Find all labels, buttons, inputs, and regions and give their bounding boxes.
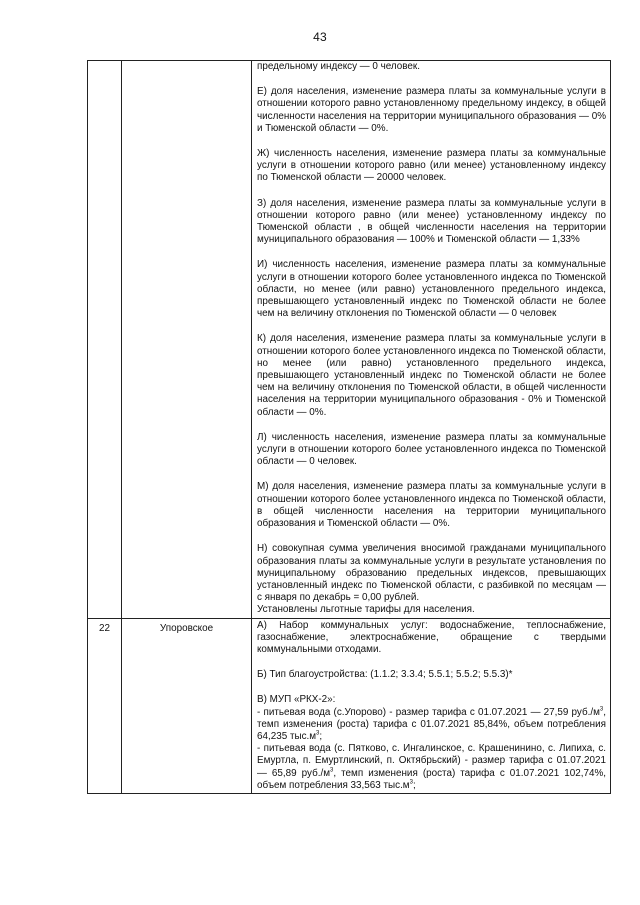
tariff-table [87,60,611,794]
paragraph: И) численность населения, изменение размера платы за коммунальные услуги в отношении которого более установленного индекса по Тюменской области, но менее (или равно) установленного предельного индекса, превышающего установленный индекс по Тюменской области не более чем на величину отклонения по Тюменской области — 0 человек [257,259,606,320]
paragraph: К) доля населения, изменение размера платы за коммунальные услуги в отношении которого более установленного индекса по Тюменской области, но менее (или равно) установленного предельного индекса, превышающего установленный индекс по Тюменской области не более чем на величину отклонения по Тюменской области, в общей численности населения на территории муниципального образования - 0% и Тюменской области — 0%. [257,333,606,418]
paragraph: З) доля населения, изменение размера платы за коммунальные услуги в отношении которого равно (или менее) установленному индексу по Тюменской области , в общей численности населения на территории муниципального образования — 100% и Тюменской области — 1,33% [257,197,606,246]
tariff-item-text: ; [412,779,416,791]
tariff-item [257,743,606,792]
paragraph: Б) Тип благоустройства: (1.1.2; 3.3.4; 5.5.1; 5.5.2; 5.5.3)* [257,669,513,681]
paragraph: Е) доля населения, изменение размера платы за коммунальные услуги в отношении которого равно установленному предельному индексу, в общей численности населения на территории муниципального образования — 0% и Тюменской области — 0%. [257,86,606,134]
superscript: 3 [409,779,413,786]
tariff-item-text: - питьевая вода (с. Пятково, с. Ингалинское, с. Крашенинино, с. Липиха, с. Емуртла, п. Емуртлинский, п. Октябрьский) - размер тарифа с 01.07.2021 — 65,89 руб./м [257,743,606,779]
content-cell [252,618,611,793]
municipality-cell [122,61,252,619]
paragraph: Н) совокупная сумма увеличения вносимой гражданами муниципального образования платы за коммунальные услуги в результате установления по муниципальному образованию предельных индексов, превышающих установленный индекс по Тюменской области, с разбивкой по месяцам — с января по декабрь = 0,00 рублей. [257,543,606,604]
tariff-item [257,707,606,744]
tariff-item-text: - питьевая вода (с.Упорово) - размер тарифа с 01.07.2021 — 27,59 руб./м [257,706,600,718]
row-number-cell [88,61,122,619]
superscript: 3 [330,767,334,774]
row-number-cell: 22 [88,618,122,793]
paragraph: Установлены льготные тарифы для населения. [257,604,475,616]
tariff-item-text: ; [319,730,323,742]
superscript: 3 [599,706,604,713]
paragraph: предельному индексу — 0 человек. [257,61,420,72]
table-row [88,618,611,793]
table-row [88,61,611,619]
paragraph: М) доля населения, изменение размера платы за коммунальные услуги в отношении которого более установленного индекса по Тюменской области, в общей численности населения на территории муниципального образования и Тюменской области — 0%. [257,481,606,530]
content-cell [252,61,611,619]
municipality-cell: Упоровское [122,618,252,793]
tariff-item-text: , темп изменения (роста) тарифа с 01.07.2021 102,74%, объем потребления 33,563 тыс.м [257,767,606,791]
paragraph: Л) численность населения, изменение размера платы за коммунальные услуги в отношении которого более установленного индекса по Тюменской области — 0 человек. [257,431,606,468]
superscript: 3 [316,730,320,737]
paragraph: Ж) численность населения, изменение размера платы за коммунальные услуги в отношении которого равно (или менее) установленному индексу по Тюменской области — 20000 человек. [257,148,606,184]
paragraph: В) МУП «РКХ-2»: [257,694,336,706]
paragraph: А) Набор коммунальных услуг: водоснабжение, теплоснабжение, газоснабжение, электроснабжение, обращение с твердыми коммунальными отходами. [257,619,606,655]
page-number: 43 [313,30,327,44]
tariff-item-text: , темп изменения (роста) тарифа с 01.07.2021 85,84%, объем потребления 64,235 тыс.м [257,706,606,742]
